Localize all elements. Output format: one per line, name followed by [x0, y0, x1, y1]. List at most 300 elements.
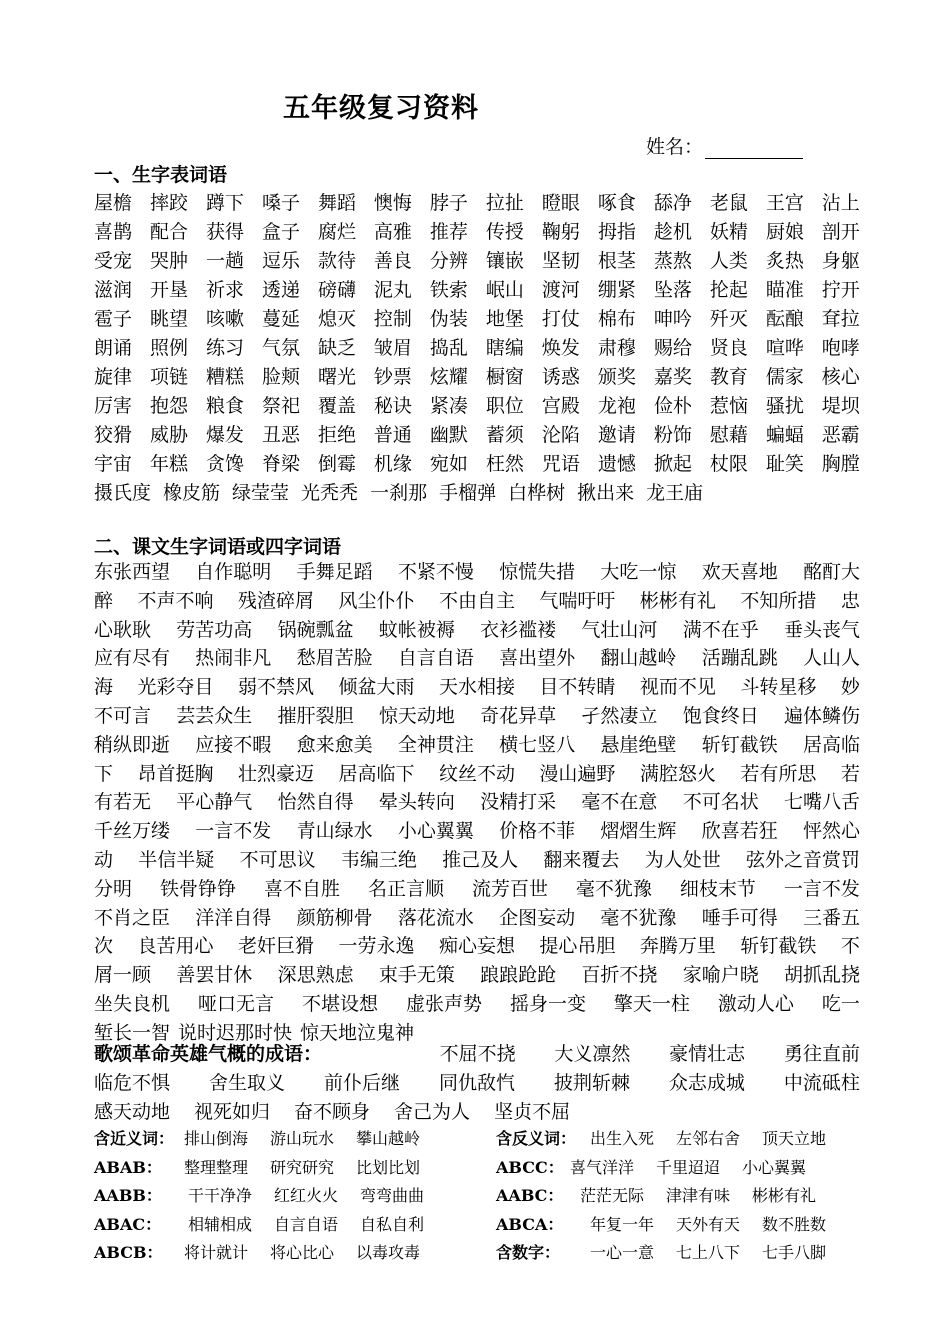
idiom-word: 老奸巨猾 [237, 935, 314, 958]
vocab-word: 人类 [709, 250, 748, 272]
vocab-word: 龙王庙 [646, 482, 704, 504]
vocab-word: 白桦树 [508, 482, 566, 504]
vocab-word: 趁机 [653, 221, 692, 243]
idiom-word: 七手八脚 [762, 1243, 827, 1263]
vocab-word: 抡起 [709, 279, 748, 301]
idiom-word: 顶天立地 [762, 1129, 827, 1148]
vocab-word: 遗憾 [597, 453, 636, 475]
vocab-word: 善良 [373, 250, 412, 272]
idiom-word: 大义凛然 [554, 1043, 631, 1065]
vocab-word: 啄食 [597, 192, 636, 214]
vocab-word: 杖限 [709, 453, 748, 475]
vocab-word: 耷拉 [821, 308, 860, 330]
idiom-word: 怦然心 [802, 820, 860, 843]
section2-title: 二、课文生字词语或四字词语 [94, 536, 342, 558]
vocab-word: 炙热 [765, 250, 804, 272]
idiom-word: 应有尽有 [94, 647, 171, 670]
idiom-word: 青山绿水 [296, 820, 373, 843]
idiom-word: 奔腾万里 [639, 935, 716, 958]
idiom-word: 视死如归 [194, 1100, 271, 1123]
page-title: 五年级复习资料 [283, 93, 479, 124]
idiom-word: 天水相接 [438, 676, 515, 699]
vocab-word: 贪馋 [205, 453, 244, 475]
idiom-word: 半信半疑 [138, 848, 215, 871]
idiom-word: 名正言顺 [367, 877, 444, 900]
vocab-word: 年糕 [149, 453, 188, 475]
idiom-word: 不由自主 [438, 589, 515, 612]
vocab-word: 棉布 [597, 308, 636, 330]
idiom-word: 若 [840, 762, 860, 785]
idiom-word: 下 [94, 762, 114, 785]
vocab-word: 舔净 [653, 192, 692, 214]
idiom-line [94, 587, 860, 616]
vocab-word: 祈求 [205, 279, 244, 301]
vocab-word: 拒绝 [317, 424, 356, 446]
idiom-word: 披荆斩棘 [553, 1071, 630, 1094]
idiom-word: 摇身一变 [509, 992, 586, 1015]
idiom-word: 残渣碎屑 [237, 589, 314, 612]
vocab-word: 教育 [709, 366, 748, 388]
vocab-word: 缺乏 [317, 337, 356, 359]
vocab-word: 贤良 [709, 337, 748, 359]
idiom-line [94, 558, 860, 587]
vocab-word: 皱眉 [373, 337, 412, 359]
vocab-word: 一趟 [205, 250, 244, 272]
idiom-word: 欢天喜地 [701, 561, 778, 583]
idiom-word: 垂头丧气 [783, 618, 860, 641]
vocab-word: 鞠躬 [541, 221, 580, 243]
vocab-row [94, 479, 860, 508]
vocab-word: 拧开 [821, 279, 860, 301]
vocab-word: 喧哗 [765, 337, 804, 359]
idiom-word: 毫不在意 [581, 791, 658, 814]
vocab-word: 眺望 [149, 308, 188, 330]
idiom-word: 漫山遍野 [539, 762, 616, 785]
vocab-word: 腐烂 [317, 221, 356, 243]
category-items [184, 1125, 420, 1154]
vocab-word: 蓄须 [485, 424, 524, 446]
vocab-word: 泥丸 [373, 279, 412, 301]
name-label: 姓名： [646, 136, 704, 158]
vocab-word: 推荐 [429, 221, 468, 243]
idiom-line [94, 760, 860, 789]
idiom-word: 流芳百世 [471, 877, 548, 900]
vocab-word: 歼灭 [709, 308, 748, 330]
category-label: ABCA： [496, 1214, 564, 1234]
idiom-word: 气喘吁吁 [539, 589, 616, 612]
idiom-word: 说时迟那时快 [178, 1021, 293, 1044]
idiom-word: 擎天一柱 [613, 992, 690, 1015]
idiom-word: 家喻户晓 [682, 964, 759, 987]
vocab-word: 宇宙 [94, 453, 133, 475]
idiom-word: 不紧不慢 [397, 561, 474, 583]
idiom-word: 小心翼翼 [397, 820, 474, 843]
vocab-word: 抱怨 [149, 395, 188, 417]
idiom-word: 舍己为人 [394, 1100, 471, 1123]
idiom-word: 中流砥柱 [783, 1071, 860, 1094]
vocab-word: 身躯 [821, 250, 860, 272]
section1-title: 一、生字表词语 [94, 164, 228, 186]
idiom-word: 不知所措 [740, 589, 817, 612]
idiom-line [94, 731, 860, 760]
idiom-word: 次 [94, 935, 114, 958]
vocab-word: 剖开 [821, 221, 860, 243]
idiom-word: 毫不犹豫 [600, 906, 677, 929]
idiom-line [94, 961, 860, 990]
category-items [590, 1211, 826, 1240]
vocab-word: 坠落 [653, 279, 692, 301]
idiom-word: 将心比心 [270, 1243, 335, 1263]
idiom-word: 横七竖八 [499, 733, 576, 756]
category-items [188, 1182, 424, 1211]
idiom-word: 惊天地泣鬼神 [300, 1021, 415, 1044]
idiom-word: 排山倒海 [184, 1129, 249, 1148]
vocab-word: 透递 [261, 279, 300, 301]
idiom-word: 千丝万缕 [94, 820, 171, 843]
vocab-table [94, 189, 860, 508]
vocab-word: 焕发 [541, 337, 580, 359]
vocab-word: 蔓延 [261, 308, 300, 330]
idiom-word: 醉 [94, 589, 114, 612]
vocab-word: 脸颊 [261, 366, 300, 388]
idiom-word: 一劳永逸 [338, 935, 415, 958]
idiom-line [94, 846, 860, 875]
idiom-word: 不可名状 [682, 791, 759, 814]
idiom-word: 不可思议 [239, 848, 316, 871]
vocab-word: 堤坝 [821, 395, 860, 417]
idiom-word: 目不转睛 [539, 676, 616, 699]
idiom-word: 欣喜若狂 [701, 820, 778, 843]
vocab-word: 儒家 [765, 366, 804, 388]
vocab-word: 肃穆 [597, 337, 636, 359]
idiom-word: 自言自语 [397, 647, 474, 670]
idiom-word: 愁眉苦脸 [296, 647, 373, 670]
idiom-word: 不堪设想 [301, 992, 378, 1015]
category-label: AABC： [496, 1186, 564, 1206]
idiom-word: 东张西望 [94, 561, 171, 583]
idiom-word: 自作聪明 [195, 561, 272, 583]
idiom-word: 攀山越岭 [356, 1129, 421, 1148]
vocab-word: 掀起 [653, 453, 692, 475]
idiom-word: 比划比划 [356, 1157, 421, 1177]
vocab-word: 蝙蝠 [765, 424, 804, 446]
vocab-word: 控制 [373, 308, 412, 330]
vocab-row [94, 392, 860, 421]
vocab-word: 铁索 [429, 279, 468, 301]
category-items [590, 1239, 826, 1268]
vocab-word: 开垦 [149, 279, 188, 301]
vocab-word: 摄氏度 [94, 482, 152, 504]
idiom-word: 以毒攻毒 [356, 1243, 421, 1263]
category-label: ABCB： [94, 1243, 163, 1263]
idiom-word: 摧肝裂胆 [277, 704, 354, 727]
category-label: AABB： [94, 1186, 162, 1206]
idiom-word: 应接不暇 [195, 733, 272, 756]
vocab-row [94, 421, 860, 450]
idiom-paragraph [94, 558, 860, 1048]
vocab-word: 宫殿 [541, 395, 580, 417]
idiom-word: 满腔怒火 [639, 762, 716, 785]
idiom-word: 坚贞不屈 [494, 1100, 571, 1123]
idiom-word: 落花流水 [397, 906, 474, 929]
idiom-word: 不屈不挠 [439, 1043, 516, 1065]
vocab-row [94, 450, 860, 479]
category-row [94, 1211, 860, 1240]
idiom-word: 居高临 [802, 733, 860, 756]
idiom-word: 活蹦乱跳 [701, 647, 778, 670]
vocab-word: 照例 [149, 337, 188, 359]
idiom-word: 小心翼翼 [742, 1157, 807, 1177]
category-row [94, 1182, 860, 1211]
vocab-word: 呻吟 [653, 308, 692, 330]
vocab-word: 威胁 [149, 424, 188, 446]
vocab-word: 屋檐 [94, 192, 133, 214]
category-row [94, 1125, 860, 1154]
idiom-word: 激动人心 [717, 992, 794, 1015]
idiom-word: 平心静气 [176, 791, 253, 814]
idiom-word: 临危不惧 [94, 1071, 171, 1094]
vocab-word: 糟糕 [205, 366, 244, 388]
idiom-word: 数不胜数 [762, 1214, 827, 1234]
vocab-word: 打仗 [541, 308, 580, 330]
category-label: ABAC： [94, 1214, 162, 1234]
vocab-word: 诱惑 [541, 366, 580, 388]
vocab-word: 镶嵌 [485, 250, 524, 272]
idiom-word: 大吃一惊 [600, 561, 677, 583]
vocab-word: 王宫 [765, 192, 804, 214]
vocab-word: 沦陷 [541, 424, 580, 446]
idiom-word: 斗转星移 [740, 676, 817, 699]
idiom-word: 一言不发 [195, 820, 272, 843]
vocab-word: 气氛 [261, 337, 300, 359]
vocab-word: 嗓子 [261, 192, 300, 214]
hero-line [94, 1069, 860, 1098]
idiom-line [94, 817, 860, 846]
category-row [94, 1239, 860, 1268]
idiom-word: 众志成城 [668, 1071, 745, 1094]
idiom-word: 游山玩水 [270, 1129, 335, 1148]
vocab-word: 喜鹊 [94, 221, 133, 243]
vocab-row [94, 363, 860, 392]
vocab-word: 瞪眼 [541, 192, 580, 214]
vocab-word: 粉饰 [653, 424, 692, 446]
idiom-word: 铁骨铮铮 [159, 877, 236, 900]
idiom-word: 没精打采 [480, 791, 557, 814]
vocab-word: 磅礴 [317, 279, 356, 301]
idiom-word: 坐失良机 [94, 992, 171, 1015]
category-items [184, 1239, 420, 1268]
idiom-word: 奋不顾身 [294, 1100, 371, 1123]
vocab-word: 旋律 [94, 366, 133, 388]
idiom-word: 彬彬有礼 [639, 589, 716, 612]
name-field [646, 132, 803, 159]
idiom-word: 洋洋自得 [195, 906, 272, 929]
vocab-word: 拉扯 [485, 192, 524, 214]
vocab-word: 瞄准 [765, 279, 804, 301]
vocab-word: 普通 [373, 424, 412, 446]
idiom-word: 翻来覆去 [543, 848, 620, 871]
vocab-word: 绷紧 [597, 279, 636, 301]
vocab-word: 机缘 [373, 453, 412, 475]
vocab-word: 瞎编 [485, 337, 524, 359]
idiom-word: 饱食终日 [682, 704, 759, 727]
category-label: ABCC： [496, 1157, 564, 1177]
vocab-word: 祭祀 [261, 395, 300, 417]
category-label: 含数字： [496, 1243, 561, 1263]
vocab-word: 钞票 [373, 366, 412, 388]
idiom-word: 不 [840, 935, 860, 958]
vocab-word: 咒语 [541, 453, 580, 475]
vocab-row [94, 218, 860, 247]
vocab-word: 分辨 [429, 250, 468, 272]
idiom-word: 稍纵即逝 [94, 733, 171, 756]
idiom-word: 屑一顾 [94, 964, 152, 987]
vocab-word: 项链 [149, 366, 188, 388]
idiom-word: 研究研究 [270, 1157, 335, 1177]
vocab-word: 粮食 [205, 395, 244, 417]
idiom-word: 酩酊大 [802, 561, 860, 583]
idiom-word: 善罢甘休 [176, 964, 253, 987]
idiom-line [94, 673, 860, 702]
idiom-word: 居高临下 [338, 762, 415, 785]
idiom-word: 忠 [840, 589, 860, 612]
vocab-word: 狡猾 [94, 424, 133, 446]
idiom-line [94, 875, 860, 904]
vocab-row [94, 334, 860, 363]
idiom-word: 左邻右舍 [676, 1129, 741, 1148]
vocab-word: 橱窗 [485, 366, 524, 388]
idiom-word: 韦编三绝 [340, 848, 417, 871]
idiom-word: 虚张声势 [405, 992, 482, 1015]
vocab-word: 厉害 [94, 395, 133, 417]
idiom-word: 豪情壮志 [669, 1043, 746, 1065]
vocab-word: 慰藉 [709, 424, 748, 446]
idiom-word: 光彩夺目 [137, 676, 214, 699]
vocab-word: 坚韧 [541, 250, 580, 272]
vocab-word: 蹲下 [205, 192, 244, 214]
idiom-word: 不声不响 [137, 589, 214, 612]
idiom-word: 舍生取义 [208, 1071, 285, 1094]
vocab-word: 舞蹈 [317, 192, 356, 214]
idiom-word: 人山人 [802, 647, 860, 670]
idiom-word: 推己及人 [442, 848, 519, 871]
vocab-word: 邀请 [597, 424, 636, 446]
vocab-word: 逗乐 [261, 250, 300, 272]
idiom-word: 一言不发 [783, 877, 860, 900]
idiom-word: 满不在乎 [682, 618, 759, 641]
vocab-row [94, 305, 860, 334]
idiom-word: 七嘴八舌 [783, 791, 860, 814]
vocab-word: 岷山 [485, 279, 524, 301]
vocab-word: 根茎 [597, 250, 636, 272]
idiom-word: 将计就计 [184, 1243, 249, 1263]
vocab-word: 捣乱 [429, 337, 468, 359]
vocab-word: 一刹那 [370, 482, 428, 504]
idiom-word: 津津有味 [666, 1186, 731, 1206]
idiom-word: 年复一年 [590, 1214, 655, 1234]
idiom-word: 提心吊胆 [539, 935, 616, 958]
vocab-word: 朗诵 [94, 337, 133, 359]
idiom-word: 束手无策 [378, 964, 455, 987]
idiom-word: 颜筋柳骨 [296, 906, 373, 929]
idiom-word: 唾手可得 [701, 906, 778, 929]
idiom-word: 良苦用心 [137, 935, 214, 958]
vocab-word: 获得 [205, 221, 244, 243]
category-items [590, 1125, 826, 1154]
idiom-line [94, 644, 860, 673]
idiom-line [94, 990, 860, 1019]
idiom-word: 企图妄动 [499, 906, 576, 929]
idiom-word: 同仇敌忾 [438, 1071, 515, 1094]
vocab-word: 爆发 [205, 424, 244, 446]
vocab-word: 懊悔 [373, 192, 412, 214]
vocab-word: 覆盖 [317, 395, 356, 417]
idiom-word: 孑然凄立 [581, 704, 658, 727]
vocab-word: 脊梁 [261, 453, 300, 475]
idiom-word: 不可言 [94, 704, 152, 727]
vocab-word: 枉然 [485, 453, 524, 475]
vocab-word: 盒子 [261, 221, 300, 243]
idiom-word: 壮烈豪迈 [237, 762, 314, 785]
category-items [184, 1154, 420, 1183]
vocab-word: 倒霉 [317, 453, 356, 475]
vocab-word: 职位 [485, 395, 524, 417]
vocab-word: 渡河 [541, 279, 580, 301]
idiom-word: 前仆后继 [323, 1071, 400, 1094]
idiom-word: 悬崖绝壁 [600, 733, 677, 756]
vocab-word: 手榴弹 [439, 482, 497, 504]
idiom-word: 干干净净 [188, 1186, 253, 1206]
idiom-word: 斩钉截铁 [701, 733, 778, 756]
vocab-word: 炫耀 [429, 366, 468, 388]
category-row [94, 1154, 860, 1183]
idiom-word: 毫不犹豫 [575, 877, 652, 900]
idiom-word: 勇往直前 [783, 1043, 860, 1065]
idiom-categories [94, 1125, 860, 1268]
vocab-word: 俭朴 [653, 395, 692, 417]
vocab-word: 地堡 [485, 308, 524, 330]
hero-idioms [94, 1040, 860, 1126]
vocab-word: 嘉奖 [653, 366, 692, 388]
idiom-word: 一心一意 [590, 1243, 655, 1263]
vocab-word: 颁奖 [597, 366, 636, 388]
idiom-word: 愈来愈美 [296, 733, 373, 756]
vocab-word: 橡皮筋 [163, 482, 221, 504]
idiom-word: 晕头转向 [378, 791, 455, 814]
idiom-word: 弱不禁风 [237, 676, 314, 699]
idiom-word: 心耿耿 [94, 618, 152, 641]
vocab-word: 款待 [317, 250, 356, 272]
hero-spacer [361, 1040, 401, 1069]
idiom-word: 自言自语 [274, 1214, 339, 1234]
vocab-word: 耻笑 [765, 453, 804, 475]
vocab-word: 传授 [485, 221, 524, 243]
idiom-word: 喜气洋洋 [570, 1157, 635, 1177]
vocab-word: 惹恼 [709, 395, 748, 417]
vocab-word: 揪出来 [577, 482, 635, 504]
idiom-word: 细枝末节 [679, 877, 756, 900]
idiom-word: 惊慌失措 [499, 561, 576, 583]
idiom-word: 堑长一智 [94, 1021, 171, 1044]
idiom-line [94, 702, 860, 731]
idiom-word: 昂首挺胸 [137, 762, 214, 785]
vocab-word: 咳嗽 [205, 308, 244, 330]
vocab-word: 紧凑 [429, 395, 468, 417]
vocab-word: 赐给 [653, 337, 692, 359]
vocab-word: 龙袍 [597, 395, 636, 417]
vocab-word: 哭肿 [149, 250, 188, 272]
idiom-word: 海 [94, 676, 114, 699]
